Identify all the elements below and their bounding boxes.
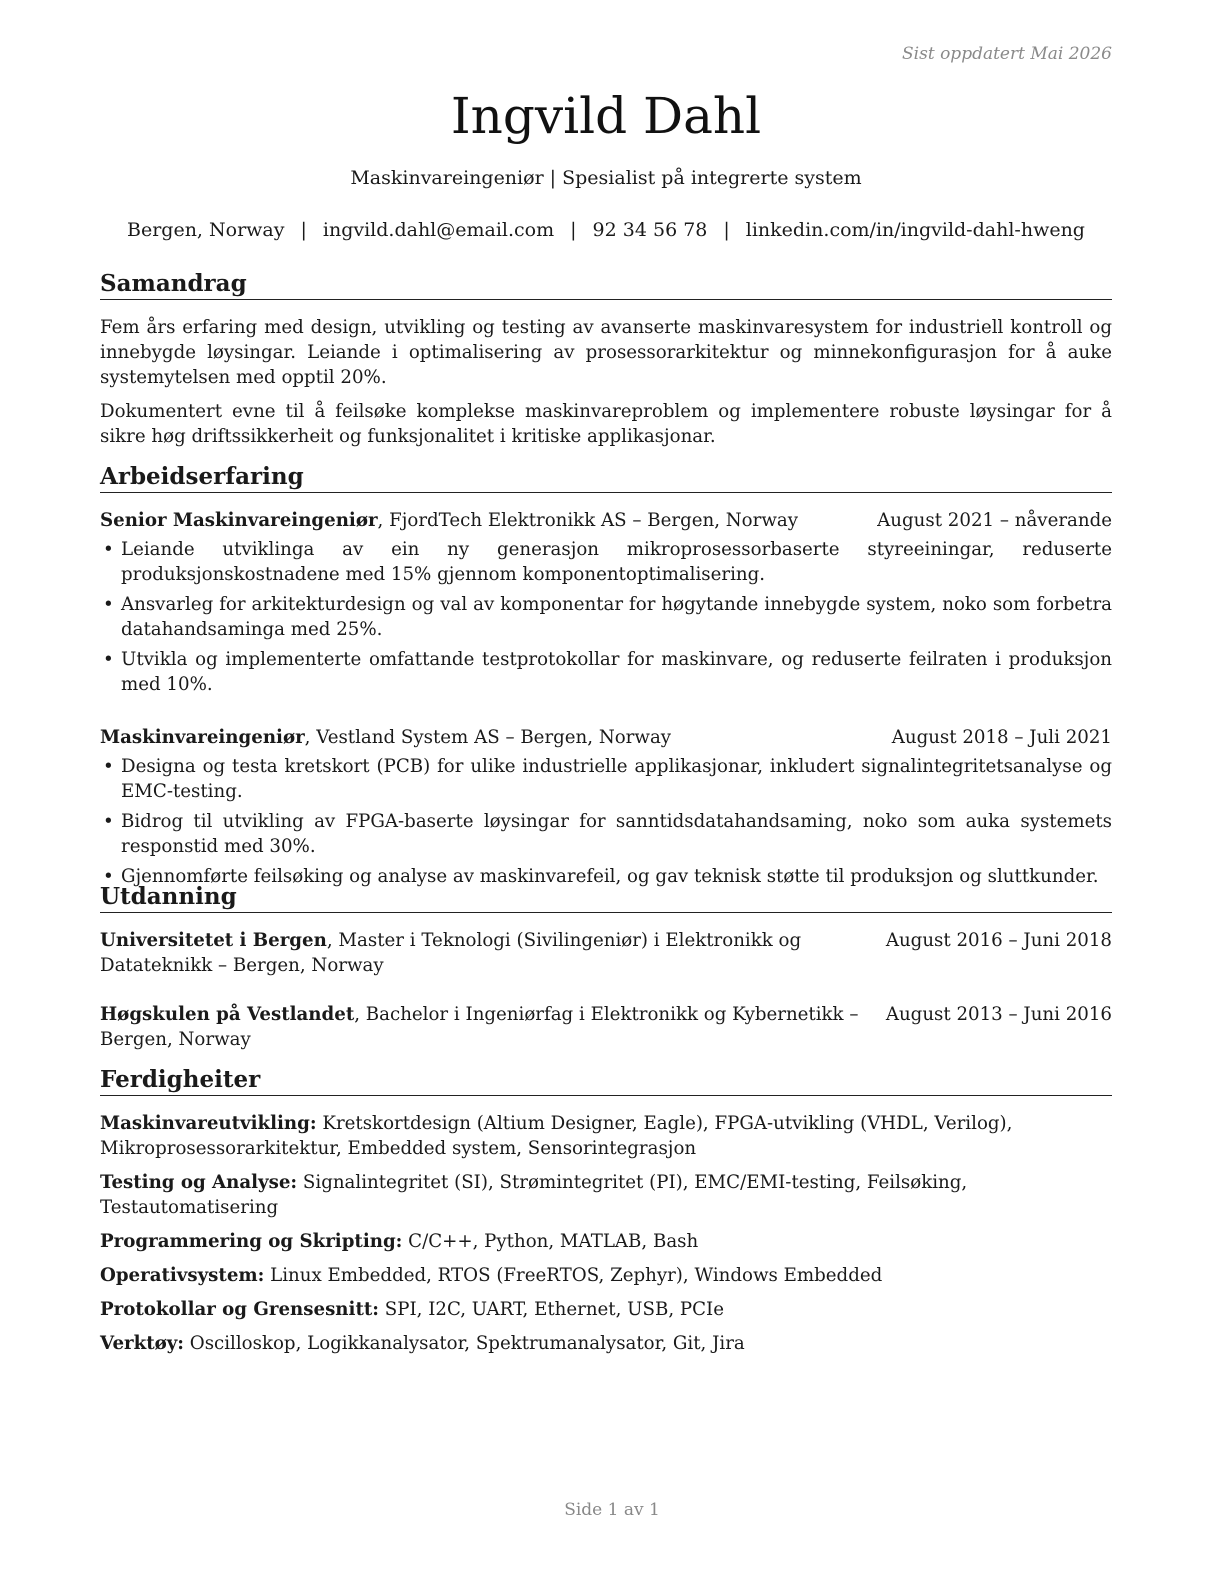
skill-value: SPI, I2C, UART, Ethernet, USB, PCIe	[378, 1299, 724, 1320]
skill-value: Oscilloskop, Logikkanalysator, Spektrumanalysator, Git, Jira	[184, 1333, 745, 1354]
contact-separator: |	[300, 219, 307, 241]
summary-paragraph: Dokumentert evne til å feilsøke komplekse maskinvareproblem og implementere robuste løysingar for å sikre høg driftssikkerheit og funksjonalitet i kritiske applikasjonar.	[100, 401, 1112, 447]
skill-label: Verktøy:	[100, 1333, 185, 1354]
education-detail: , Master i Teknologi (Sivilingeniør) i Elektronikk og Datateknikk – Bergen, Norway	[100, 930, 802, 976]
skill-line	[100, 1170, 1112, 1220]
job-bullet: • Bidrog til utvikling av FPGA-baserte løysingar for sanntidsdatahandsaming, noko som auka systemets responstid med 30%.	[100, 809, 1112, 859]
contact-separator: |	[723, 219, 730, 241]
summary-section	[100, 270, 1112, 449]
job-company: , Vestland System AS – Bergen, Norway	[304, 727, 672, 748]
education-entry	[100, 928, 1112, 978]
skills-section	[100, 1066, 1112, 1356]
job-company: , FjordTech Elektronikk AS – Bergen, Norway	[377, 510, 798, 531]
contact-location: Bergen, Norway	[127, 219, 285, 241]
skill-line	[100, 1263, 1112, 1288]
skill-line	[100, 1331, 1112, 1356]
job-dates: August 2021 – nåverande	[877, 510, 1112, 531]
contact-separator: |	[570, 219, 577, 241]
skill-label: Operativsystem:	[100, 1265, 265, 1286]
job-bullets	[100, 754, 1112, 889]
candidate-name: Ingvild Dahl	[450, 87, 762, 145]
contact-phone: 92 34 56 78	[592, 219, 708, 241]
contact-line	[100, 219, 1112, 241]
job-entry	[100, 508, 1112, 697]
job-entry	[100, 725, 1112, 889]
skill-line	[100, 1111, 1112, 1161]
experience-section	[100, 463, 1112, 889]
skill-label: Protokollar og Grensesnitt:	[100, 1299, 379, 1320]
job-bullet: • Leiande utviklinga av ein ny generasjon mikroprosessorbaserte styreeiningar, reduserte produksjonskostnadene med 15% gjennom komponentoptimalisering.	[100, 537, 1112, 587]
section-title-education: Utdanning	[100, 883, 1112, 913]
summary-paragraph: Fem års erfaring med design, utvikling og testing av avanserte maskinvaresystem for industriell kontroll og innebygde løysingar. Leiande i optimalisering av prosessorarkitektur og minnekonfigurasjon for å auke systemytelsen med opptil 20%.	[100, 317, 1112, 388]
candidate-tagline: Maskinvareingeniør | Spesialist på integrerte system	[350, 167, 862, 189]
section-title-skills: Ferdigheiter	[100, 1066, 1112, 1096]
education-school: Høgskulen på Vestlandet	[100, 1004, 355, 1025]
last-updated: Sist oppdatert Mai 2026	[902, 44, 1112, 64]
contact-linkedin[interactable]: linkedin.com/in/ingvild-dahl-hweng	[745, 219, 1085, 241]
education-school: Universitetet i Bergen	[100, 930, 327, 951]
education-detail: , Bachelor i Ingeniørfag i Elektronikk og Kybernetikk – Bergen, Norway	[100, 1004, 859, 1050]
skill-value: Kretskortdesign (Altium Designer, Eagle), FPGA-utvikling (VHDL, Verilog), Mikroprosessorarkitektur, Embedded system, Sensorintegrasjon	[100, 1113, 1013, 1159]
skill-value: C/C++, Python, MATLAB, Bash	[402, 1231, 699, 1252]
education-entry	[100, 1002, 1112, 1052]
job-header	[100, 725, 1112, 750]
page-number: Side 1 av 1	[564, 1500, 660, 1520]
skill-value: Linux Embedded, RTOS (FreeRTOS, Zephyr), Windows Embedded	[264, 1265, 883, 1286]
skill-label: Programmering og Skripting:	[100, 1231, 403, 1252]
education-dates: August 2016 – Juni 2018	[885, 930, 1112, 951]
skill-line	[100, 1229, 1112, 1254]
education-section	[100, 883, 1112, 1052]
job-role: Maskinvareingeniør	[100, 727, 305, 748]
job-bullet: • Gjennomførte feilsøking og analyse av maskinvarefeil, og gav teknisk støtte til produksjon og sluttkunder.	[100, 864, 1112, 889]
skill-label: Maskinvareutvikling:	[100, 1113, 317, 1134]
section-title-summary: Samandrag	[100, 270, 1112, 300]
job-role: Senior Maskinvareingeniør	[100, 510, 378, 531]
skill-label: Testing og Analyse:	[100, 1172, 298, 1193]
education-dates: August 2013 – Juni 2016	[885, 1004, 1112, 1025]
job-header	[100, 508, 1112, 533]
job-dates: August 2018 – Juli 2021	[891, 727, 1112, 748]
job-bullets	[100, 537, 1112, 697]
section-title-experience: Arbeidserfaring	[100, 463, 1112, 493]
skill-value: Signalintegritet (SI), Strømintegritet (PI), EMC/EMI-testing, Feilsøking, Testautomatisering	[100, 1172, 968, 1218]
job-bullet: • Utvikla og implementerte omfattande testprotokollar for maskinvare, og reduserte feilraten i produksjon med 10%.	[100, 647, 1112, 697]
skill-line	[100, 1297, 1112, 1322]
job-bullet: • Designa og testa kretskort (PCB) for ulike industrielle applikasjonar, inkludert signalintegritetsanalyse og EMC-testing.	[100, 754, 1112, 804]
contact-email[interactable]: ingvild.dahl@email.com	[322, 219, 555, 241]
job-bullet: • Ansvarleg for arkitekturdesign og val av komponentar for høgytande innebygde system, noko som forbetra datahandsaminga med 25%.	[100, 592, 1112, 642]
